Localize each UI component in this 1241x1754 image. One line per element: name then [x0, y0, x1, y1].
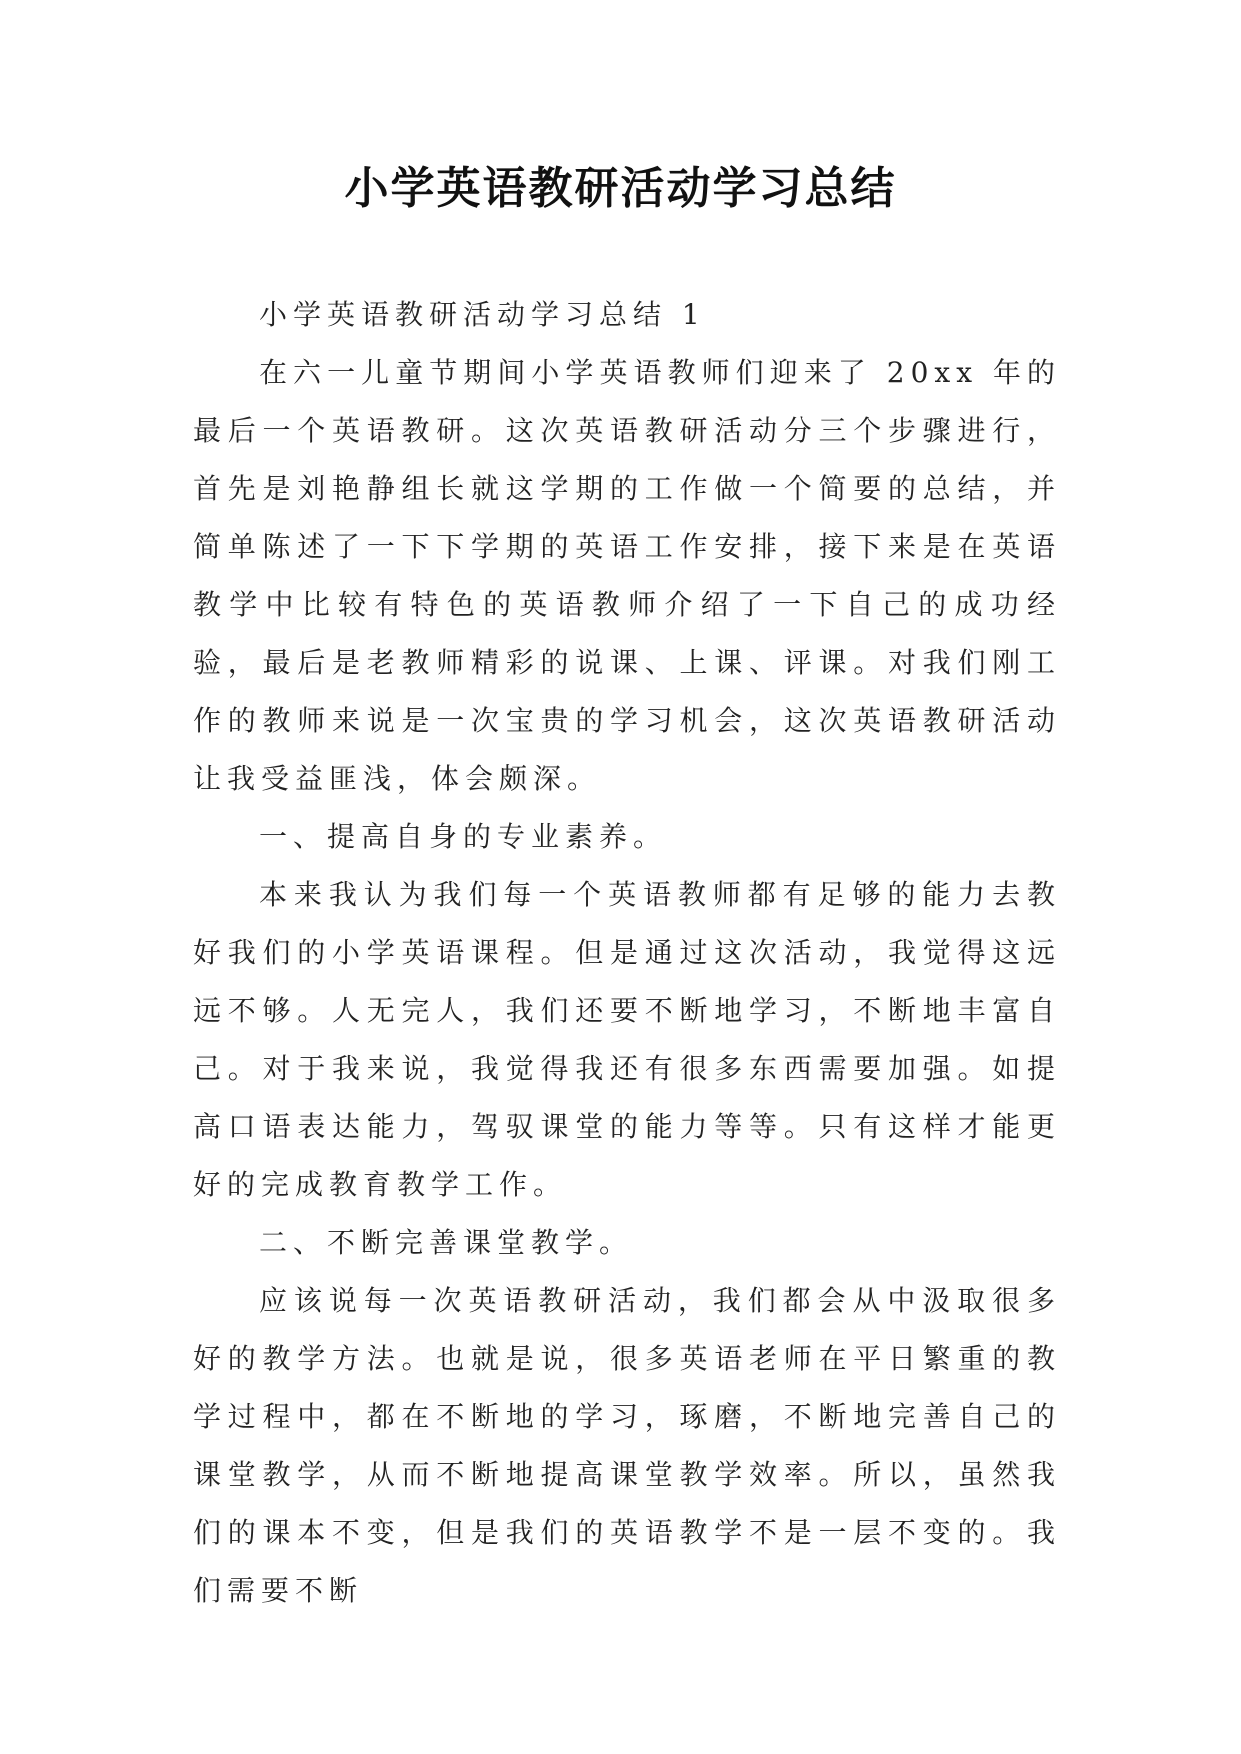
point-heading-1: 一、提高自身的专业素养。: [259, 820, 668, 853]
document-body: [193, 286, 1061, 1620]
point-heading-2: 二、不断完善课堂教学。: [259, 1226, 634, 1259]
document-title: 小学英语教研活动学习总结: [344, 163, 897, 214]
section-heading-1: 小学英语教研活动学习总结 1: [259, 298, 706, 331]
point-paragraph-1: 本来我认为我们每一个英语教师都有足够的能力去教好我们的小学英语课程。但是通过这次活动，我觉得这远远不够。人无完人，我们还要不断地学习，不断地丰富自己。对于我来说，我觉得我还有很多东西需要加强。如提高口语表达能力，驾驭课堂的能力等等。只有这样才能更好的完成教育教学工作。: [193, 878, 1061, 1201]
point-paragraph-2: 应该说每一次英语教研活动，我们都会从中汲取很多好的教学方法。也就是说，很多英语老师在平日繁重的教学过程中，都在不断地的学习，琢磨，不断地完善自己的课堂教学，从而不断地提高课堂教学效率。所以，虽然我们的课本不变，但是我们的英语教学不是一层不变的。我们需要不断: [193, 1284, 1061, 1607]
intro-paragraph: 在六一儿童节期间小学英语教师们迎来了 20xx 年的最后一个英语教研。这次英语教研活动分三个步骤进行，首先是刘艳静组长就这学期的工作做一个简要的总结，并简单陈述了一下下学期的英语工作安排，接下来是在英语教学中比较有特色的英语教师介绍了一下自己的成功经验，最后是老教师精彩的说课、上课、评课。对我们刚工作的教师来说是一次宝贵的学习机会，这次英语教研活动让我受益匪浅，体会颇深。: [193, 356, 1061, 795]
